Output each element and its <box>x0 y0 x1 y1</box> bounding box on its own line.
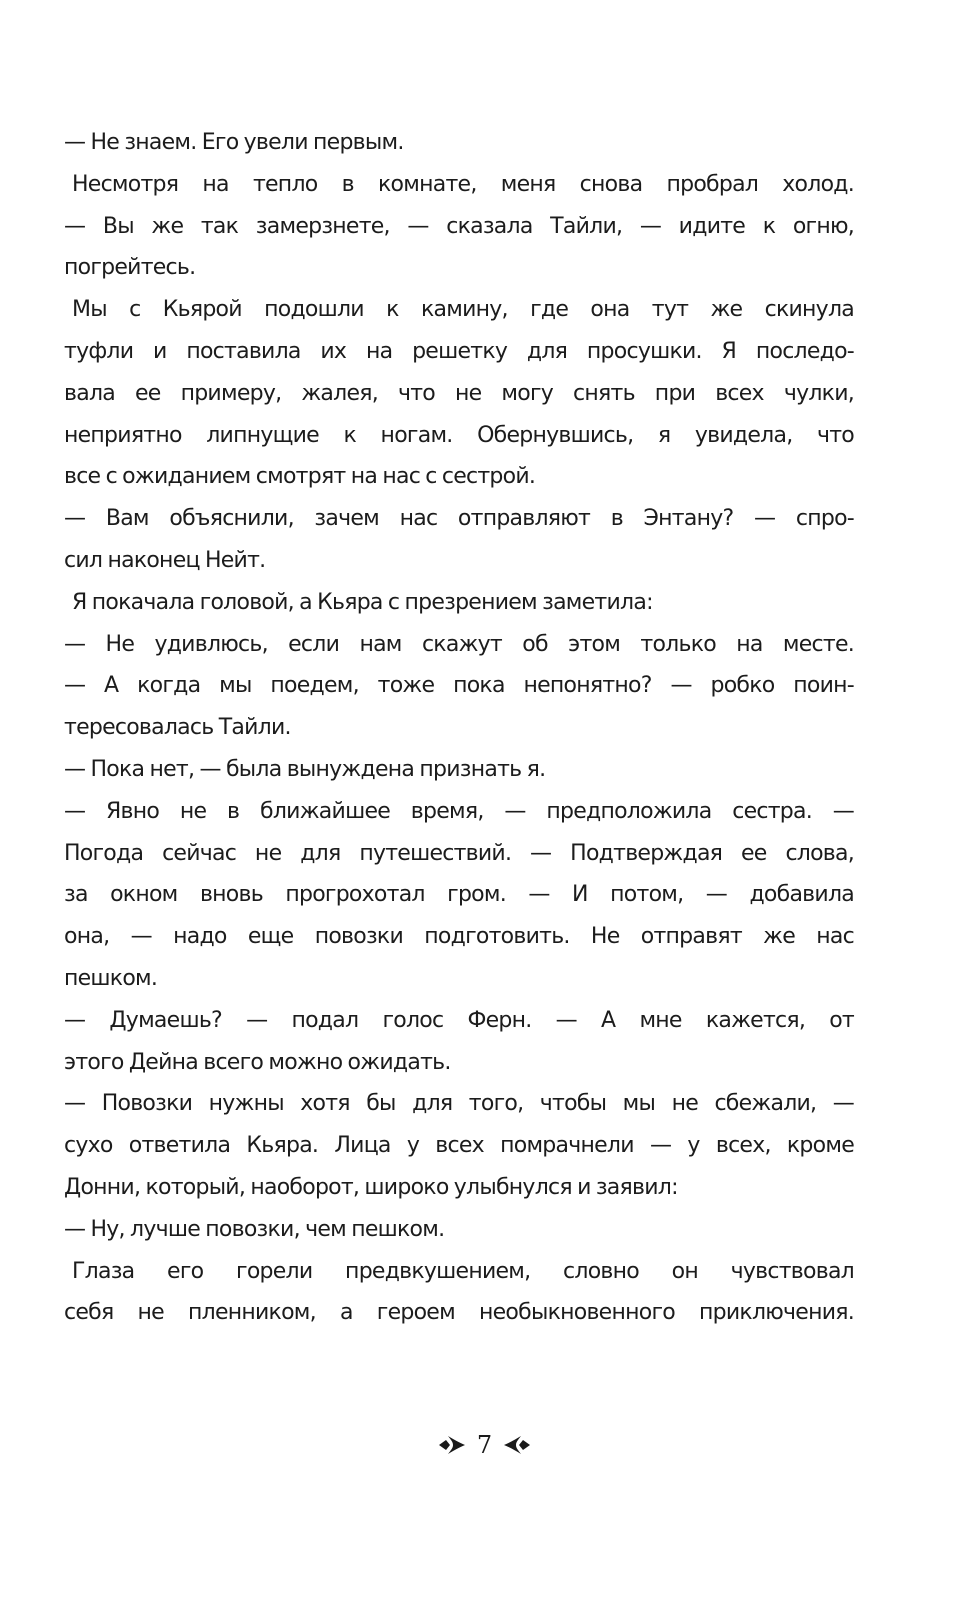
fleuron-left-arrow-icon <box>502 1430 532 1460</box>
page-footer <box>0 1420 969 1470</box>
text-line: Я покачала головой, а Кьяра с презрением заметила: <box>72 589 653 615</box>
text-line: все с ожиданием смотрят на нас с сестрой. <box>64 464 536 490</box>
text-line: Мы с Кьярой подошли к камину, где она тут же скинула <box>72 297 854 323</box>
text-line: — Не знаем. Его увели первым. <box>64 130 404 155</box>
text-line: Донни, который, наоборот, широко улыбнулся и заявил: <box>64 1174 678 1200</box>
text-line: — Ну, лучше повозки, чем пешком. <box>64 1216 445 1242</box>
text-line: — Не удивлюсь, если нам скажут об этом только на месте. <box>64 631 854 657</box>
text-line: — Вы же так замерзнете, — сказала Тайли, — идите к огню, <box>64 213 854 239</box>
text-line: сухо ответила Кьяра. Лица у всех помрачнели — у всех, кроме <box>64 1133 854 1159</box>
text-line: она, — надо еще повозки подготовить. Не отправят же нас <box>64 924 854 950</box>
body-text <box>64 122 854 1334</box>
text-line: пешком. <box>64 965 158 991</box>
text-line: погрейтесь. <box>64 255 196 281</box>
text-line: — Пока нет, — была вынуждена признать я. <box>64 756 546 782</box>
text-line: туфли и поставила их на решетку для просушки. Я последо- <box>64 338 854 364</box>
text-line: — Повозки нужны хотя бы для того, чтобы мы не сбежали, — <box>64 1091 854 1117</box>
page-number: 7 <box>476 1431 493 1459</box>
text-line: Несмотря на тепло в комнате, меня снова пробрал холод. <box>72 171 854 197</box>
text-line: вала ее примеру, жалея, что не могу снять при всех чулки, <box>64 380 854 406</box>
text-line: себя не пленником, а героем необыкновенного приключения. <box>64 1300 854 1326</box>
text-line: — А когда мы поедем, тоже пока непонятно? — робко поин- <box>64 673 854 699</box>
fleuron-right-arrow-icon <box>437 1430 467 1460</box>
text-line: — Думаешь? — подал голос Ферн. — А мне кажется, от <box>64 1007 854 1033</box>
text-line: тересовалась Тайли. <box>64 715 291 741</box>
text-line: этого Дейна всего можно ожидать. <box>64 1049 451 1075</box>
text-line: неприятно липнущие к ногам. Обернувшись, я увидела, что <box>64 422 854 448</box>
text-line: за окном вновь прогрохотал гром. — И потом, — добавила <box>64 882 854 908</box>
text-line: сил наконец Нейт. <box>64 547 266 573</box>
text-line: — Явно не в ближайшее время, — предположила сестра. — <box>64 798 854 824</box>
text-line: — Вам объяснили, зачем нас отправляют в Энтану? — спро- <box>64 506 854 532</box>
text-line: Глаза его горели предвкушением, словно он чувствовал <box>72 1258 854 1284</box>
text-line: Погода сейчас не для путешествий. — Подтверждая ее слова, <box>64 840 854 866</box>
